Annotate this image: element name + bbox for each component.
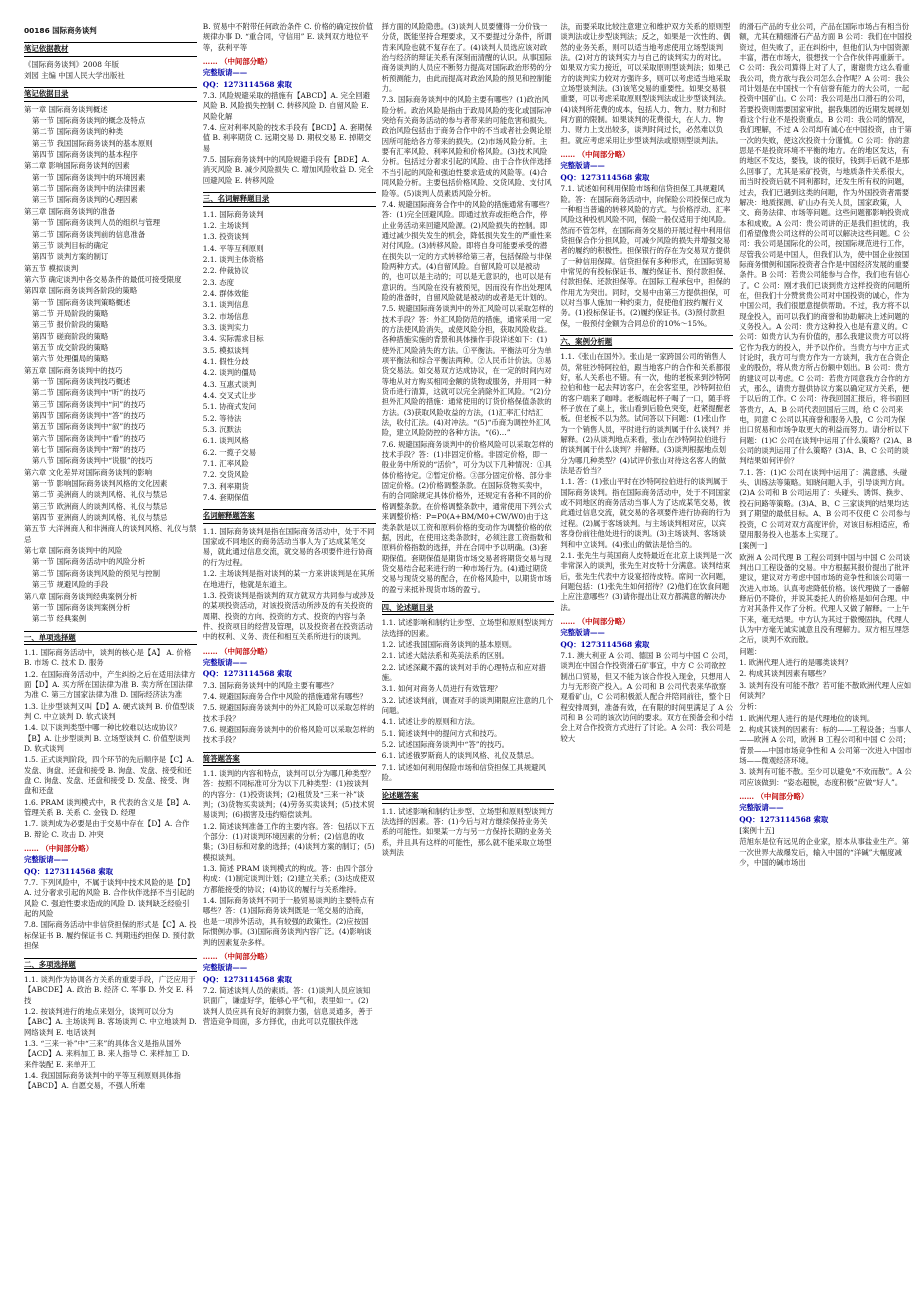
paragraph: 择方面的风险隐患。(3)谈判人员要懂得一分价钱一分货，既能坚持合理要求，又不要提过分条件，所谓肯来风险也就不复存在了。(4)谈判人员选应该对政治与经济的辩证关系有深刻而清醒的认识。从事国际商务谈判的人员应不断努力提高对国际政治形势的分析预测能力，由此而提高对政治风险的预见和控制能力。 bbox=[381, 22, 552, 94]
paragraph: 1.1. 答：(1)张山平时在沙特阿拉伯进行的谈判属于国际商务谈判。指在国际商务活动中，处于不同国家或不同地区的商务活动当事人为了达成某笔交易，彼此通过信息交流，就交易的各项要件进行协商的行为过程。(2)属于客场谈判。与主场谈判相对应，以宾客身份前往他处进行的谈判。(3)主场谈判、客场谈判和中立谈判。(4)张山的做法是恰当的。 bbox=[560, 477, 731, 549]
paragraph: 5.1. 简述谈判中的提问方式和技巧。 bbox=[381, 728, 502, 738]
paragraph: 1.1.《张山在国外》。张山是一家跨国公司的销售人员，常驻沙特阿拉伯，跟当地客户的合作和关系都很好，私人关系也不错。有一次，他的老板来到沙特阿拉伯和他一起去拜访客户，在会客室里，沙特阿拉伯的客户端来了咖啡。老板端起杯子喝了一口，随手将杯子放在了桌上，张山看到后脸色突变，赶紧提醒老板。但老板不以为然。试问答以下问题：(1)张山作为一个销售人员，平时进行的谈判属于什么谈判？并解释。(2)从谈判地点来看，张山在沙特阿拉伯进行的谈判属于什么谈判？并解释。(3)谈判根据地点划分为哪几种类型？(4)试评价张山对待这名客人的做法是否恰当？ bbox=[560, 352, 731, 476]
paragraph: 1.2. 试述我国国际商务谈判的基本原则。 bbox=[381, 639, 517, 649]
toc-entry: 第二节 国际商务谈判中的法律因素 bbox=[32, 184, 146, 194]
paragraph: 1.1. 谈判的内容和特点，谈判可以分为哪几种类型？答：按照不同标准可分为以下几种类型：(1)按谈判的内容分：(1)投资谈判；(2)租赁及“三来一补”谈判；(3)货物买卖谈判；(4)劳务买卖谈判；(5)技术贸易谈判；(6)损害及违约赔偿谈判。 bbox=[202, 769, 375, 820]
toc-entry: 第二节 国际商务谈判的种类 bbox=[32, 127, 124, 137]
toc-entry: 第一节 国际商务谈判人员的组织与管理 bbox=[32, 218, 160, 228]
paragraph: 7.4. 套期保值 bbox=[202, 493, 249, 503]
paragraph: 7.1. 试述如何利用保险市场和信贷担保工具规避风险。答：在国际商务活动中，向保险公司投保已成为一种相当普遍的转移风险的方式。与价格浮动、汇率风险这种投机风险不同，保险一般仅适用于纯风险。然而不管怎样，在国际商务交易的开展过程中利用信贷担保合作分担风险，可减少风险的损失并增强交易者的履约的积极性。担保银行的存在为交易双方提供了一种信用保障。信贷担保有多种形式，在国际贸易中常见的有投标保证书、履约保证书、预付款担保、付款担保、还款担保等。在国际工程承包中，担保的作用尤为突出。同时，交易中由第三方提供担保，可以对当事人施加一种约束力，促使他们按约履行义务。(1)投标保证书。(2)履约保证书。(3)预付款担保，一般预付金额为合同总价的10%～15%。 bbox=[560, 184, 731, 328]
toc-entry: 第六节 国际商务谈判中“看”的技巧 bbox=[32, 433, 146, 443]
paragraph: 3.1. 如何对商务人员进行有效管理？ bbox=[381, 684, 502, 694]
toc-entry: 第四节 谈判方案的制订 bbox=[32, 252, 109, 262]
paragraph: 2.1. 张先生与英国商人皮特最近在北京上谈判是一次非常深入的谈判，张先生对皮特十分满意。谈判结束后，张先生代表中方设宴招待皮特。席间一次问题，问题包括：(1)张先生如何招待？(2)他们在饮食问题上应注意哪些？(3)请你提出让双方都满意的解决办法。 bbox=[560, 550, 733, 612]
paragraph: 6.1. 试述俄罗斯商人的谈判风格、礼仪及禁忌。 bbox=[381, 751, 539, 761]
toc-entry: 第一节 影响国际商务谈判风格的文化因素 bbox=[32, 479, 168, 489]
paragraph: 7.7. 下列风险中，不属于谈判中技术风险的是【D】A. 过分奢求引起的风险 B. 合作伙伴选择不当引起的风险 C. 强迫性要求造成的风险 D. 谈判缺乏经验引起的风险 bbox=[24, 878, 195, 919]
toc-entry: 第四节 国际商务谈判中“答”的技巧 bbox=[32, 411, 146, 420]
paragraph: 1.1. 谈判作为协调各方关系的重要手段，广泛应用于【ABCDE】A. 政治 B. 经济 C. 军事 D. 外交 E. 科技 bbox=[24, 974, 196, 1005]
paragraph: 1.1. 国际商务谈判是指在国际商务活动中，处于不同国家或不同地区的商务活动当事人为了达成某笔交易，就此通过信息交流，就交易的各项要件进行协商的行为过程。 bbox=[202, 526, 375, 567]
toc-entry: 第四节 亚洲商人的谈判风格、礼仪与禁忌 bbox=[32, 513, 168, 523]
section-heading: 名词解释题答案 bbox=[203, 509, 376, 523]
toc-entry: 第八节 国际商务谈判中“说服”的技巧 bbox=[32, 456, 153, 466]
toc-entry: 第四节 磋商阶段的策略 bbox=[32, 331, 109, 341]
paragraph: 3. 谈判有没有可能不散？若可能不散欧洲代理人应如何谈判？ bbox=[739, 680, 912, 700]
paragraph: 6.2. 一揽子交易 bbox=[202, 447, 257, 457]
toc-entry: 第二节 开局阶段的策略 bbox=[32, 308, 109, 318]
paragraph: 5.2. 试述国际商务谈判中“答”的技巧。 bbox=[381, 740, 510, 750]
paragraph: 1.1. 试述影响和制约让步型、立场型和原则型谈判方法选择的因素。 bbox=[381, 618, 554, 638]
paragraph: 1.7. 谈判成为必要是由于交易中存在【D】A. 合作 B. 辩论 C. 攻击 D. 冲突 bbox=[24, 819, 190, 839]
paragraph: 3.1. 谈判信息 bbox=[202, 300, 249, 310]
omitted-marker: …… （中间部分略） bbox=[739, 792, 809, 802]
toc-entry: 第三节 报价阶段的策略 bbox=[32, 320, 109, 330]
paragraph: 5.3. 沉默法 bbox=[202, 425, 242, 435]
paragraph: 2.2. 仲裁协议 bbox=[202, 266, 249, 276]
contact-line: 完整版请—— bbox=[739, 803, 784, 813]
paragraph: 2. 构成其谈判因素有哪些？ bbox=[739, 669, 830, 679]
paragraph: B. 贸易中不附带任何政治条件 C. 价格的确定按价值规律办事 D. “重合同，守信用” E. 谈判双方地位平等，获利平等 bbox=[202, 22, 374, 52]
paragraph: 1.4. 国际商务谈判不同于一般贸易谈判的主要特点有哪些？答：(1)国际商务谈判既是一笔交易的洽商，也是一项涉外活动，具有较强的政策性。(2)应按国际惯例办事。(3)国际商务谈判内容广泛。(4)影响谈判的因素复杂多样。 bbox=[202, 896, 375, 947]
toc-entry: 第一节 国际商务谈判策略概述 bbox=[32, 297, 131, 307]
paragraph: 第二章 影响国际商务谈判的因素 bbox=[24, 161, 130, 171]
paragraph: 刘园 主编 中国人民大学出版社 bbox=[24, 71, 125, 81]
contact-line: QQ：1273114568 索取 bbox=[739, 814, 829, 824]
paragraph: 第七章 国际商务谈判中的风险 bbox=[24, 546, 123, 556]
toc-entry: 第二节 经典案例 bbox=[32, 614, 87, 624]
toc-entry: 第三节 规避风险的手段 bbox=[32, 580, 109, 590]
paragraph: 5.1. 协商式发问 bbox=[202, 402, 257, 412]
contact-line: 完整版请—— bbox=[202, 657, 248, 667]
paragraph: 1. 欧洲代理人进行的是代理地位的谈判。 bbox=[739, 713, 875, 723]
paragraph: 1.3. 简述 PRAM 谈判模式的构成。答：由四个部分构成：(1)制定谈判计划；(2)建立关系；(3)达成使双方都能接受的协议；(4)协议的履行与关系维持。 bbox=[202, 864, 375, 894]
paragraph: 《国际商务谈判》2008 年版 bbox=[24, 59, 120, 69]
column-2 bbox=[203, 22, 376, 1296]
paragraph: 1.3. 投资谈判是指谈判的双方就双方共同参与或涉及的某项投资活动，对该投资活动所涉及的有关投资的周期、投资的方向、投资的方式、投资的内容与条件、投资项目的经营及管理，以及投资者在投资活动中的权利、义务、责任和相互关系所进行的谈判。 bbox=[202, 590, 375, 642]
paragraph: 第一章 国际商务谈判概述 bbox=[24, 104, 108, 114]
paragraph: 1.4. 平等互利原则 bbox=[202, 243, 264, 253]
paragraph: 1. 欧洲代理人进行的是哪类谈判？ bbox=[739, 657, 853, 667]
paragraph: 3. 谈判有可能不散。至少可以避免“不欢而散”。A 公司应该做到：“姿态超脱，态度积极”应做“好人”。 bbox=[739, 767, 912, 787]
document-title: 00186 国际商务谈判 bbox=[24, 26, 97, 35]
paragraph: 3.3. 谈判实力 bbox=[202, 322, 249, 332]
paragraph: 1.2. 在国际商务活动中，产生纠纷之后在适用法律方面【D】A. 买方所在国法律为准 B. 卖方所在国法律为准 C. 第三方国家法律为准 D. 国际经济法为准 bbox=[24, 669, 196, 700]
paragraph: 2. 构成其谈判的因素有：标的——工程设备；当事人——欧洲 A 公司，欧洲 B 工程公司和中国 C 公司；背景——中国市场竞争性和 A 公司第一次进入中国市场——微观经济环境。 bbox=[739, 725, 912, 766]
contact-line: QQ：1273114568 索取 bbox=[202, 669, 292, 679]
paragraph: 第三章 国际商务谈判的准备 bbox=[24, 206, 116, 216]
paragraph: 第八章 国际商务谈判经典案例分析 bbox=[24, 591, 138, 601]
paragraph: 第四章 国际商务谈判各阶段的策略 bbox=[24, 286, 138, 296]
contact-line: 完整版请—— bbox=[24, 855, 69, 865]
paragraph: 1.1. 国际商务活动中，谈判的核心是【A】 A. 价格 B. 市场 C. 技术 D. 服务 bbox=[24, 647, 192, 668]
paragraph: 第五章 国际商务谈判中的技巧 bbox=[24, 365, 123, 375]
paragraph: 1.3. “三来一补”中“三来”的具体含义是指从国外【ACD】A. 来料加工 B. 来人指导 C. 来样加工 D. 来件装配 E. 来单开工 bbox=[24, 1038, 190, 1069]
paragraph: 7.6. 规避国际商务谈判中的价格风险可以采取怎样的技术手段？ bbox=[202, 724, 375, 745]
omitted-marker: …… （中间部分略） bbox=[24, 844, 94, 854]
contact-line: QQ：1273114568 索取 bbox=[560, 639, 650, 649]
toc-entry: 第四节 国际商务谈判的基本程序 bbox=[32, 150, 138, 160]
paragraph: 4.4. 交叉式让步 bbox=[202, 391, 257, 400]
toc-entry: 第五节 成交阶段的策略 bbox=[32, 342, 109, 352]
paragraph: 3.5. 模拟谈判 bbox=[202, 345, 249, 355]
toc-entry: 第三节 欧洲商人的谈判风格、礼仪与禁忌 bbox=[32, 501, 168, 511]
paragraph: 3.2. 试述谈判前，调查对手的谈判期限应注意的几个问题。 bbox=[381, 695, 554, 715]
toc-entry: 第二节 国际商务谈判中“听”的技巧 bbox=[32, 388, 146, 398]
toc-entry: 第三节 谈判目标的确定 bbox=[32, 240, 109, 250]
section-heading: 笔记依据目录 bbox=[24, 87, 197, 101]
paragraph: 4.3. 互惠式谈判 bbox=[202, 379, 257, 389]
paragraph: 4.1. 假性分歧 bbox=[202, 356, 249, 366]
contact-line: QQ：1273114568 索取 bbox=[560, 172, 650, 182]
paragraph: 范旭东是位有远见的企业家，原本从事盐业生产。第一次世界大战爆发后，输入中国的“洋碱”大幅度减少，中国的碱市场出 bbox=[739, 837, 910, 868]
paragraph: 7.3. 利率期货 bbox=[202, 481, 249, 491]
toc-entry: 第七节 国际商务谈判中“辩”的技巧 bbox=[32, 445, 146, 455]
paragraph: 6.1. 谈判风格 bbox=[202, 436, 249, 446]
paragraph: 7.1. 试述如何利用保险市场和信贷担保工具规避风险。 bbox=[381, 762, 546, 783]
contact-line: 完整版请—— bbox=[560, 628, 605, 638]
paragraph: 1.6. PRAM 谈判模式中，R 代表的含义是【B】A. 管理关系 B. 关系 C. 金钱 D. 经理 bbox=[24, 797, 191, 818]
paragraph: 7.5. 规避国际商务谈判中的外汇风险可以采取怎样的技术手段？ bbox=[202, 703, 375, 723]
toc-entry: 第一节 国际商务谈判技巧概述 bbox=[32, 376, 131, 386]
paragraph: 1.2. 主场谈判是指对谈判的某一方来讲谈判是在其所在地进行，他就是东道主。 bbox=[202, 569, 375, 589]
toc-entry: 第二节 国际商务谈判风险的预见与控制 bbox=[32, 568, 160, 578]
paragraph: 2.1. 谈判主体资格 bbox=[202, 254, 264, 264]
paragraph: 1.5. 正式谈判阶段，四个环节的先后顺序是【C】A. 发盘、询盘、还盘和接受 B. 询盘、发盘、接受和还盘 C. 询盘、发盘、还盘和接受 D. 发盘、接受、询盘和还盘 bbox=[24, 755, 195, 796]
paragraph: [案例十五] bbox=[739, 826, 775, 836]
paragraph: 欧洲 A 公司代理 B 工程公司到中国与中国 C 公司谈判出口工程设备的交易。中方根据其报价提出了批评建议，建议对方考虑中国市场的竞争性和该公司第一次进入市场。认真考虑降低价格。该代理做了一番解释后仍不降价，并说其委托人的价格是如何合理。中方对其条件又作了分析。代理人又做了解释。一上午下来，毫无结果。中方认为其过于傲慢固执，代理人认为中方毫无诚实诚意且没有理解力。双方相互埋怨之后，谈判不欢而散。 bbox=[739, 552, 911, 645]
paragraph: 2.1. 试述大陆法系和英美法系的区别。 bbox=[381, 651, 509, 661]
omitted-marker: …… （中间部分略） bbox=[202, 57, 272, 67]
paragraph: 3.4. 实际需求目标 bbox=[202, 334, 264, 344]
paragraph: 问题： bbox=[739, 646, 762, 656]
omitted-marker: …… （中间部分略） bbox=[560, 616, 630, 626]
paragraph: 7.3. 国际商务谈判中的风险主要有哪些？(1)政治风险分析。政治风险是指由于政局风险的变化或国际冲突给有关商务活动的参与者带来的可能危害和损失。政治风险包括由于商务合作中的不当或者社会舆论原因所可能给各方带来的损失。(2)市场风险分析。主要有汇率风险、利率风险和价格风险。(3)技术风险分析。包括过分奢求引起的风险、由于合作伙伴选择不当引起的风险和强迫性要求造成的风险等。(4)合同风险分析。主要包括价格风险、交货风险、支付风险等。(5)谈判人员素质风险分析。 bbox=[381, 95, 552, 198]
paragraph: 7.3. 国际商务谈判中的风险主要有哪些？ bbox=[202, 680, 338, 690]
omitted-marker: …… （中间部分略） bbox=[560, 150, 630, 160]
toc-entry: 第三节 我国国际商务谈判的基本原则 bbox=[32, 138, 153, 148]
paragraph: 7.2. 简述谈判人员的素质。答：(1)谈判人员应该知识面广，谦虚好学，能够心平气和，表里如一。(2)谈判人员应具有良好的洞察力强，信息灵通多，善于营造竞争局面，多方择优，由此可以克服扶伴选 bbox=[202, 985, 373, 1026]
paragraph: 法，而要采取比较注意建立和维护双方关系的原则型谈判法或让步型谈判法；反之，如果是一次性的、偶然的业务关系，则可以适当地考虑使用立场型谈判法。(2)对方的谈判实力与自己的谈判实力的对比。如果双方实力接近，可以采取原则型谈判法；如果己方的谈判实力较对方强许多，则可以考虑适当地采取立场型谈判法。(3)该笔交易的重要性。如果交易很重要，可以考虑采取原则型谈判法或让步型谈判法。(4)谈判所花费的成本，包括人力、物力、财力和时间方面的限制。如果谈判的花费很大，在人力、物力、财力上支出较多，谈判时间过长，必然难以负担。就应考虑采用让步型谈判法或原则型谈判法。 bbox=[560, 22, 731, 145]
section-heading: 论述题答案 bbox=[382, 789, 555, 803]
paragraph: 7.5. 国际商务谈判中的风险规避手段有【BDE】A. 消灭风险 B. 减少风险损失 C. 增加风险收益 D. 完全回避风险 E. 转移风险 bbox=[202, 155, 374, 185]
paragraph: 1.2. 主场谈判 bbox=[202, 220, 249, 230]
paragraph: 第五节 模拟谈判 bbox=[24, 263, 79, 273]
paragraph: 3.2. 市场信息 bbox=[202, 311, 249, 321]
paragraph: 7.5. 规避国际商务谈判中的外汇风险可以采取怎样的技术手段？答：外汇风险防范的措施，通常采用一定的方法使风险消失，或使风险分担，获取风险收益。各种措施实施的背景和具体操作手段详述如下：(1)使外汇风险消失的方法。①平衡法。平衡法可分为单项平衡法和综合平衡法两种。②人民币计价法。③易货交易法。如交易双方达成协议，在一定的时间内对等地从对方购买相同金额的货物或服务，并用同一种货币进行清算，这就可以完全消除外汇风险。“(2)分担外汇风险的措施：通常使用的订货价格保值条款的方法。(3)获取风险收益的方法，(1)汇率汇付结汇法，收付汇法。(4)对冲法。“(5)“币商为调控外汇风险，建立风险防控的各种方法。“(6)…” bbox=[381, 304, 554, 438]
paragraph: 7.2. 交货风险 bbox=[202, 470, 249, 480]
paragraph: 1.2. 简述谈判准备工作的主要内容。答：包括以下五个部分：(1)对谈判环境因素的分析；(2)信息的收集；(3)目标和对象的选择；(4)谈判方案的制订；(5)模拟谈判。 bbox=[202, 821, 375, 862]
paragraph: 2.4. 群体效能 bbox=[202, 288, 249, 298]
toc-entry: 第五节 国际商务谈判中“叙”的技巧 bbox=[32, 422, 146, 432]
paragraph: 4.1. 试述让步的原则和方法。 bbox=[381, 717, 480, 727]
section-heading: 笔记依据教材 bbox=[24, 42, 197, 56]
paragraph: 1.2. 按谈判进行的地点来划分，谈判可以分为【ABC】A. 主场谈判 B. 客场谈判 C. 中立地谈判 D. 网络谈判 E. 电话谈判 bbox=[24, 1006, 197, 1037]
paragraph: 第六章 文化差异对国际商务谈判的影响 bbox=[24, 467, 152, 477]
paragraph: 1.1. 国际商务谈判 bbox=[202, 209, 264, 219]
column-4 bbox=[560, 22, 733, 1296]
toc-entry: 第一节 国际商务谈判案例分析 bbox=[32, 602, 131, 612]
section-heading: 四、论述题目录 bbox=[382, 601, 555, 615]
paragraph: 2.2. 试述深藏不露的谈判对手的心理特点和应对措施。 bbox=[381, 662, 546, 682]
paragraph: 7.1. 汇率风险 bbox=[202, 459, 249, 469]
toc-entry: 第三节 国际商务谈判中“问”的技巧 bbox=[32, 399, 146, 409]
section-heading: 简答题答案 bbox=[203, 752, 376, 766]
paragraph: 7.4. 规避国际商务合作中风险的措施通常有哪些？ bbox=[202, 691, 368, 701]
paragraph: 分析： bbox=[739, 702, 762, 712]
toc-entry: 第一节 国际商务谈判的概念及特点 bbox=[32, 116, 146, 126]
toc-entry: 第二节 美洲商人的谈判风格、礼仪与禁忌 bbox=[32, 490, 168, 500]
paragraph: 1.4. 以下谈判类型中哪一种比较难以达成协议？【B】A. 让步型谈判 B. 立场型谈判 C. 价值型谈判 D. 软式谈判 bbox=[24, 723, 191, 753]
paragraph: 的滑石产品的专业公司，产品在国际市场占有相当份额，尤其在精细滑石产品方面 B 公司：我们在中国投资过，但失败了，正在纠纷中，但他们认为中国资源丰富，潜在市场大，很想找一个合作伙伴再重新干。C 公司：我公司算得上对了人了，谢谢贵方这么看重我公司，贵方欲与我公司怎么合作呢？A 公司：我公司计划是在中国找一个有信誉有能力的大公司，一起投资中国矿山。C 公司：我公司是出口滑石的公司，若要投资则需要国家审批，据我集团的近期发展规划看这个行业不是投资重点。B 公司：我公司的情况，我们理解，不过 A 公司却有诚心在中国投资，由于第一次的失败，使这次投资十分谨慎。C 公司：你的意思是不是投资环境不平衡的地方。在的地区发达，有的地区不发达，要钱，谈的很好，钱到手后就不是那么回事了，尤其是采矿投资，与地质条件关系很大，而当时投资后就不同利都时，还发生所有权的问题，过去，我们已遇到这类的问题，作为外国投资者需要解决：地质探测、矿山办有关人员，国家政策，人文、商务法律、市场等问题。这些问题都影响投资成本和成败。A 公司：贵公司讲的正是我们担忧的，我们希望像贵公司这样的公司可以解决这些问题。C 公司：我公司是国际化的公司，按国际规范进行工作，尽管我公司是中国人，但我们认为，使中国企业按国际商务惯例和国际投资者合作是中国经济发展的重要条件。B 公司：若贵公司能参与合作，我们也有信心了。C 公司：刚才我们已谈到贵方这样投资的问题所在，但我们十分赞赏贵公司对中国投资的诚心，作为中国公司，我们很愿意提供帮助。不过，我方将不以现金投入，而可以我们的商誉和协助解决上述问题的义务投入。A 公司：贵方这种投入也是有意义的。C 公司：如贵方认为有价值的，那么我建议贵方可以将它作为我方的投入，并予以作价。当贵方与中方正式讨论时，我方可与贵方作为一方谈判，我方在合资企业的股份，将从贵方所占份额中划出。B 公司：贵方的建议可以考虑。C 公司：若贵方同意我方合作的方式，那么，请贵方提供协议方案以确定双方关系，便于以后的工作。C 公司：待我回国汇报后，将书面回答贵方，A、B 公司代表回国后三周，给 C 公司来电，同意 C 公司以其商誉和服务入股，C 公司为保出口贸易和市场争取更大的利益而努力。请分析以下问题：(1)C 公司在谈判中运用了什么策略？(2)A、B 公司的谈判运用了什么策略？(3)A、B、C 公司的谈判结果如何评价？ bbox=[739, 22, 912, 466]
section-heading: 一、单项选择题 bbox=[24, 631, 197, 645]
paragraph: 7.3. 风险规避采取的措施有【ABCD】A. 完全回避风险 B. 风险损失控制 C. 转移风险 D. 自留风险 E. 风险化解 bbox=[202, 91, 371, 121]
paragraph: 7.4. 应对利率风险的技术手段有【BCD】A. 套期保值 B. 利率期货 C. 远期交易 D. 期权交易 E. 掉期交易 bbox=[202, 123, 373, 153]
omitted-marker: …… （中间部分略） bbox=[202, 951, 272, 961]
paragraph: 1.3. 投资谈判 bbox=[202, 232, 249, 242]
column-1 bbox=[24, 22, 197, 1296]
contact-line: QQ：1273114568 索取 bbox=[202, 974, 292, 984]
section-heading: 二、多项选择题 bbox=[24, 958, 197, 972]
paragraph: 4.2. 谈判的僵局 bbox=[202, 368, 257, 378]
toc-entry: 第六节 处理僵局的策略 bbox=[32, 354, 109, 364]
toc-entry: 第三节 国际商务谈判的心理因素 bbox=[32, 195, 138, 205]
paragraph: 7.1. 答：(1)C 公司在谈判中运用了：满意感、头碰头、训练法等策略。知晓问题入手，引导谈判方向。(2)A 公司和 B 公司运用了：头碰头、诱饵、换步、投石问路等策略。(3)A、B、C 三家谈判的结果均达到了期望的最低目标。A、B 公司不仅使 C 公司参与投资，C 公司对双方高度评价，对该目标相适应，希望用服务投入也基本上实现了。 bbox=[739, 467, 911, 539]
toc-entry: 第一节 国际商务谈判中的环境因素 bbox=[32, 172, 146, 182]
column-5 bbox=[739, 22, 912, 1296]
column-3 bbox=[382, 22, 555, 1296]
paragraph: 第五节 大洋洲商人和非洲商人的谈判风格、礼仪与禁忌 bbox=[24, 524, 197, 544]
paragraph: 1.4. 我国国际商务谈判中的平等互利原则具体指【ABCD】A. 自愿交易，不强人所难 bbox=[24, 1070, 181, 1091]
paragraph: 2.3. 态度 bbox=[202, 277, 235, 287]
contact-line: 完整版请—— bbox=[202, 963, 248, 973]
paragraph: 1.3. 让步型谈判又叫【D】A. 硬式谈判 B. 价值型谈判 C. 中立谈判 D. 软式谈判 bbox=[24, 701, 195, 721]
contact-line: QQ：1273114568 索取 bbox=[24, 866, 114, 876]
toc-entry: 第一节 国际商务活动中的风险分析 bbox=[32, 557, 146, 567]
paragraph: 7.4. 规避国际商务合作中的风险的措施通常有哪些？答：(1)完全回避风险。即通过放弃或拒绝合作，停止业务活动来回避风险源。(2)风险损失的控制。即通过减少损失发生的机会，降低损失发生的严重性来对付风险。(3)转移风险。即将自身可能要承受的潜在损失以一定的方式转移给第三者，包括保险与非保险两种方式。(4)自留风险。自留风险可以是被动的，也可以是主动的；可以是无意识的，也可以是有意识的。当风险在没有被预见，因而没有作出处理风险的准备时，自留风险就是被动的或者是无计划的。 bbox=[381, 199, 554, 302]
contact-line: 完整版请—— bbox=[202, 68, 248, 78]
paragraph: 1.1. 试述影响和制约让步型、立场型和原则型谈判方法选择的因素。答：(1)今后与对方继续保持业务关系的可能性。如果某一方与另一方保持长期的业务关系，并且具有这样的可能性，那么就不能采取立场型谈判法 bbox=[381, 806, 554, 858]
paragraph: 5.2. 等待法 bbox=[202, 413, 242, 423]
section-heading: 三、名词解释题目录 bbox=[203, 192, 376, 206]
toc-entry: 第二节 国际商务谈判前的信息准备 bbox=[32, 229, 146, 239]
paragraph: 7.8. 国际商务活动中非信贷担保的形式是【C】A. 投标保证书 B. 履约保证书 C. 判期违约担保 D. 预付款担保 bbox=[24, 920, 197, 951]
paragraph: 7.1. 澳大利亚 A 公司、德国 B 公司与中国 C 公司，谈判在中国合作投资滑石矿事宜，中方 C 公司欲控制出口贸易，但又不能为该合作投入现金，只想用人力与无形资产投入。A 公司和 B 公司代表来华欲察观看矿山，C 公司积极派人配合并陪同前往，整个日程安排周到，准备有效，在有限的时间里满足了 A 公司和 B 公司的该次访问的要求。双方在预备会和小结会上对合作投资方式进行了讨论。A 公司：我公司是较大 bbox=[560, 650, 734, 743]
paragraph: 7.6. 规避国际商务谈判中的价格风险可以采取怎样的技术手段？答：(1)非固定价格。非固定价格，即一般业务中所说的“活价”，可分为以下几种情况：①具体价格待定。②暂定价格。③部分固定价格、部分非固定价格。(2)价格调整条款。在国际货物买卖中，有的合同除规定具体价格外，还规定有各种不同的价格调整条款。在价格调整条款中，通常使用下列公式来调整价格：P=P0(A+BM/M0+CW/W0)由于这类条款是以工资和原料价格的变动作为调整价格的依据，因此，在使用这类条款时，必须注意工资指数和原料价格指数的选择，并在合同中予以明确。(3)套期保值。套期保值是期货市场交易者将期货交易与现货交易结合起来进行的一种市场行为。(4)通过期货交易与现货交易的配合，在价格风险中，以期货市场的盈亏来抵补现货市场的盈亏。 bbox=[381, 439, 554, 594]
section-heading: 六、案例分析题 bbox=[560, 335, 733, 349]
paragraph: 第六节 确定谈判中各交易条件的最低可接受限度 bbox=[24, 274, 182, 284]
paragraph: [案例一] bbox=[739, 541, 768, 551]
omitted-marker: …… （中间部分略） bbox=[202, 646, 272, 656]
contact-line: QQ：1273114568 索取 bbox=[202, 79, 292, 89]
contact-line: 完整版请—— bbox=[560, 161, 605, 171]
